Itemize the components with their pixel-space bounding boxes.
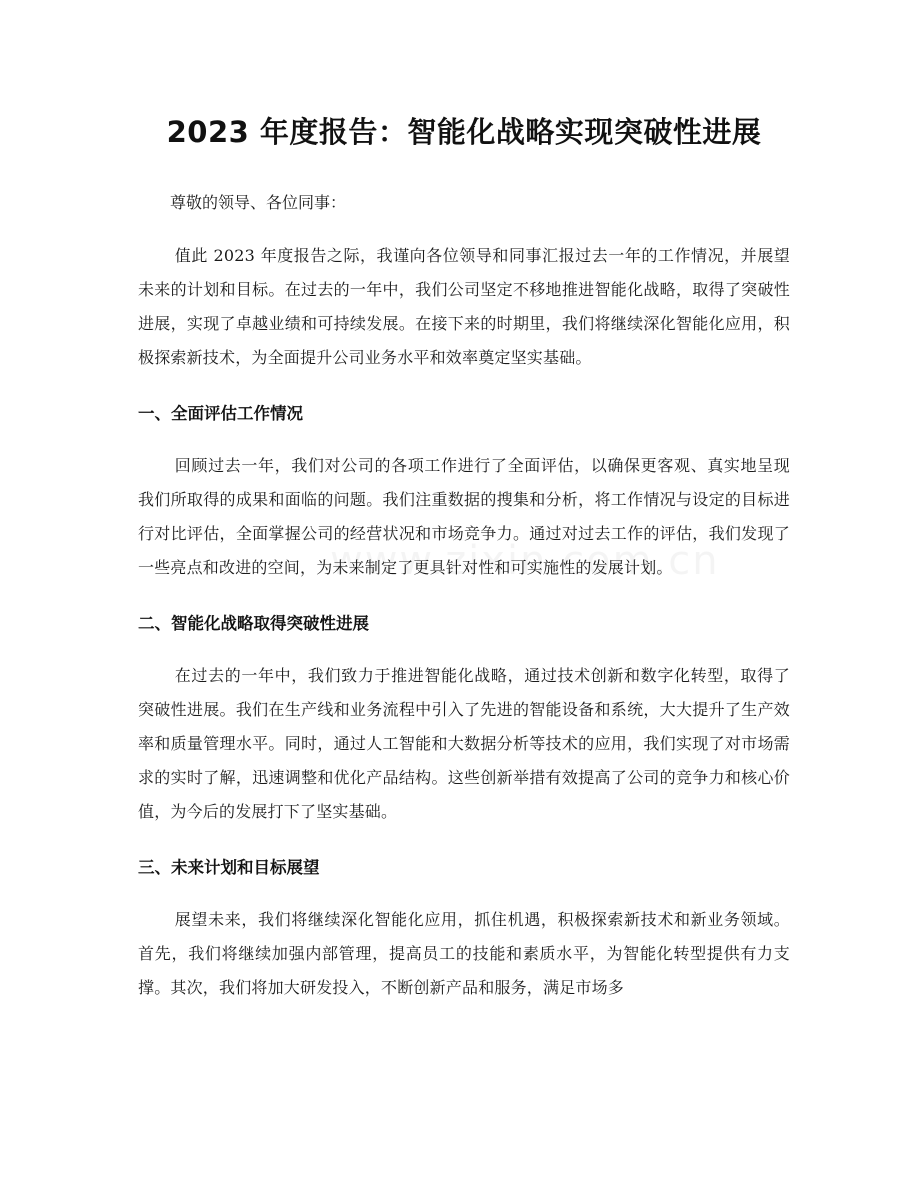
greeting-line: 尊敬的领导、各位同事： xyxy=(170,193,347,212)
intro-paragraph: 值此 2023 年度报告之际，我谨向各位领导和同事汇报过去一年的工作情况，并展望未来的计划和目标。在过去的一年中，我们公司坚定不移地推进智能化战略，取得了突破性进展，实现了卓越业绩和可持续发展。在接下来的时期里，我们将继续深化智能化应用，积极探索新技术，为全面提升公司业务水平和效率奠定坚实基础。 xyxy=(138,246,790,367)
section-body-3: 展望未来，我们将继续深化智能化应用，抓住机遇，积极探索新技术和新业务领域。首先，我们将继续加强内部管理，提高员工的技能和素质水平，为智能化转型提供有力支撑。其次，我们将加大研发投入，不断创新产品和服务，满足市场多 xyxy=(138,910,790,997)
section-heading-3: 三、未来计划和目标展望 xyxy=(138,858,320,877)
document-title: 2023 年度报告：智能化战略实现突破性进展 xyxy=(166,115,762,149)
section-body-1: 回顾过去一年，我们对公司的各项工作进行了全面评估，以确保更客观、真实地呈现我们所取得的成果和面临的问题。我们注重数据的搜集和分析，将工作情况与设定的目标进行对比评估，全面掌握公司的经营状况和市场竞争力。通过对过去工作的评估，我们发现了一些亮点和改进的空间，为未来制定了更具针对性和可实施性的发展计划。 xyxy=(138,456,790,577)
section-heading-2: 二、智能化战略取得突破性进展 xyxy=(138,614,369,633)
section-body-2: 在过去的一年中，我们致力于推进智能化战略，通过技术创新和数字化转型，取得了突破性进展。我们在生产线和业务流程中引入了先进的智能设备和系统，大大提升了生产效率和质量管理水平。同时，通过人工智能和大数据分析等技术的应用，我们实现了对市场需求的实时了解，迅速调整和优化产品结构。这些创新举措有效提高了公司的竞争力和核心价值，为今后的发展打下了坚实基础。 xyxy=(138,666,790,821)
section-heading-1: 一、全面评估工作情况 xyxy=(138,404,303,423)
